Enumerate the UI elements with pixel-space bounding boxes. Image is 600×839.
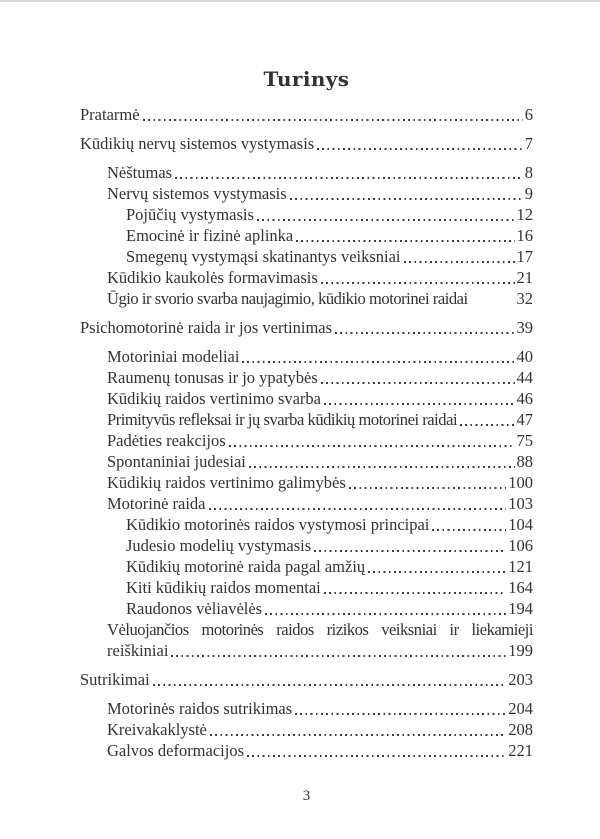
dot-leader — [175, 177, 523, 179]
dot-leader — [321, 282, 515, 284]
toc-entry-label: Vėluojančios motorinės raidos rizikos veiksniai ir liekamieji — [107, 620, 533, 639]
toc-entry-label: Ūgio ir svorio svarba naujagimio, kūdikio motorinei raidai — [107, 289, 468, 308]
toc-entry-page: 16 — [516, 226, 533, 245]
dot-leader — [265, 613, 506, 615]
toc-entry-page: 208 — [508, 720, 533, 739]
toc-entry — [126, 514, 533, 535]
toc-entry-label: Psichomotorinė raida ir jos vertinimas — [80, 318, 333, 337]
dot-leader — [317, 148, 523, 150]
toc-entry-page: 121 — [508, 557, 533, 576]
toc-entry-page: 203 — [508, 670, 533, 689]
dot-leader — [242, 361, 514, 363]
dot-leader — [471, 303, 515, 305]
toc-entry-label: Judesio modelių vystymasis — [126, 536, 312, 555]
toc-entry — [126, 577, 533, 598]
toc-entry-page: 32 — [516, 289, 533, 308]
toc-entry-page: 21 — [516, 268, 533, 287]
toc-entry — [107, 430, 533, 451]
toc-entry — [107, 367, 533, 388]
toc-entry-page: 46 — [516, 389, 533, 408]
toc-entry-label: Raumenų tonusas ir jo ypatybės — [107, 368, 318, 387]
dot-leader — [247, 755, 506, 757]
toc-entry-page: 104 — [508, 515, 533, 534]
dot-leader — [368, 571, 506, 573]
dot-leader — [349, 487, 506, 489]
toc-entry-label: Motorinė raida — [107, 494, 206, 513]
toc-entry-label: Motoriniai modeliai — [107, 347, 240, 366]
toc-entry-label: Kreivakaklystė — [107, 720, 207, 739]
toc-entry — [126, 598, 533, 619]
toc-entry — [107, 472, 533, 493]
toc-entry-page: 40 — [516, 347, 533, 366]
toc-entry-page: 103 — [508, 494, 533, 513]
toc-entry-label: Spontaniniai judesiai — [107, 452, 246, 471]
toc-entry — [107, 183, 533, 204]
toc-entry-label: Raudonos vėliavėlės — [126, 599, 263, 618]
page-top-edge — [0, 0, 600, 2]
toc-entry — [126, 246, 533, 267]
toc-entry-label: Emocinė ir fizinė aplinka — [126, 226, 294, 245]
dot-leader — [209, 508, 507, 510]
toc-entry-page: 100 — [508, 473, 533, 492]
toc-entry-label: Kūdikio kaukolės formavimasis — [107, 268, 318, 287]
toc-entry — [107, 493, 533, 514]
toc-entry-page: 164 — [508, 578, 533, 597]
toc-entry-label: Primityvūs refleksai ir jų svarba kūdikių motorinei raidai — [107, 410, 458, 429]
toc-entry-label: Nervų sistemos vystymasis — [107, 184, 287, 203]
toc-entry — [80, 104, 533, 125]
toc-entry-page: 8 — [524, 163, 533, 182]
toc-entry — [80, 669, 533, 690]
toc-entry — [107, 719, 533, 740]
dot-leader — [229, 445, 515, 447]
toc-entry-label: Kiti kūdikių raidos momentai — [126, 578, 321, 597]
dot-leader — [314, 550, 506, 552]
dot-leader — [143, 119, 523, 121]
toc-entry-label: Galvos deformacijos — [107, 741, 245, 760]
toc-entry-label: Kūdikių motorinė raida pagal amžių — [126, 557, 366, 576]
toc-entry — [107, 267, 533, 288]
toc-entry — [107, 698, 533, 719]
toc-entry-page: 199 — [508, 641, 533, 660]
dot-leader — [171, 655, 506, 657]
toc-entry — [126, 535, 533, 556]
toc-entry-label: Kūdikių raidos vertinimo svarba — [107, 389, 322, 408]
toc-entry — [126, 204, 533, 225]
toc-entry-page: 9 — [524, 184, 533, 203]
page-number: 3 — [302, 788, 311, 804]
toc-entry-page: 17 — [516, 247, 533, 266]
toc-entry-page: 12 — [516, 205, 533, 224]
dot-leader — [321, 382, 515, 384]
toc-entry — [107, 288, 533, 309]
toc-entry-label: Sutrikimai — [80, 670, 150, 689]
toc-entry — [107, 162, 533, 183]
toc-entry-label: Padėties reakcijos — [107, 431, 226, 450]
dot-leader — [404, 261, 515, 263]
dot-leader — [296, 240, 514, 242]
toc-entry-label: Pratarmė — [80, 105, 140, 124]
toc-entry-label: reiškiniai — [107, 641, 169, 660]
toc-entry-page: 44 — [516, 368, 533, 387]
dot-leader — [257, 219, 515, 221]
dot-leader — [210, 734, 506, 736]
toc-entry-page: 106 — [508, 536, 533, 555]
toc-entry-label: Motorinės raidos sutrikimas — [107, 699, 293, 718]
toc-entry-page: 39 — [516, 318, 533, 337]
dot-leader — [295, 713, 506, 715]
toc-entry-page: 75 — [516, 431, 533, 450]
toc-entry-label: Nėštumas — [107, 163, 173, 182]
dot-leader — [290, 198, 523, 200]
toc-entry-label: Kūdikio motorinės raidos vystymosi principai — [126, 515, 430, 534]
toc-entry-label: Pojūčių vystymasis — [126, 205, 254, 224]
toc-entry — [80, 133, 533, 154]
dot-leader — [324, 592, 506, 594]
toc-entry-label: Smegenų vystymąsi skatinantys veiksniai — [126, 247, 401, 266]
dot-leader — [460, 424, 514, 426]
toc-entry — [126, 225, 533, 246]
dot-leader — [324, 403, 514, 405]
toc-entry-page: 88 — [516, 452, 533, 471]
toc-entry-page: 221 — [508, 741, 533, 760]
toc-entry — [107, 346, 533, 367]
page-title: Turinys — [263, 67, 350, 91]
toc-entry-page: 7 — [524, 134, 533, 153]
toc-entry — [107, 619, 533, 640]
dot-leader — [249, 466, 515, 468]
toc-entry — [126, 556, 533, 577]
toc-entry-page: 47 — [516, 410, 533, 429]
dot-leader — [153, 684, 507, 686]
toc-entry-page: 6 — [524, 105, 533, 124]
toc-entry — [107, 409, 533, 430]
toc-entry — [80, 317, 533, 338]
dot-leader — [335, 332, 514, 334]
toc-entry-label: Kūdikių raidos vertinimo galimybės — [107, 473, 346, 492]
toc-entry-page: 194 — [508, 599, 533, 618]
toc-entry — [107, 740, 533, 761]
toc-entry — [107, 451, 533, 472]
toc-entry-page: 204 — [508, 699, 533, 718]
toc — [80, 104, 533, 761]
dot-leader — [432, 529, 506, 531]
toc-entry — [107, 388, 533, 409]
toc-entry-label: Kūdikių nervų sistemos vystymasis — [80, 134, 315, 153]
toc-entry — [107, 640, 533, 661]
